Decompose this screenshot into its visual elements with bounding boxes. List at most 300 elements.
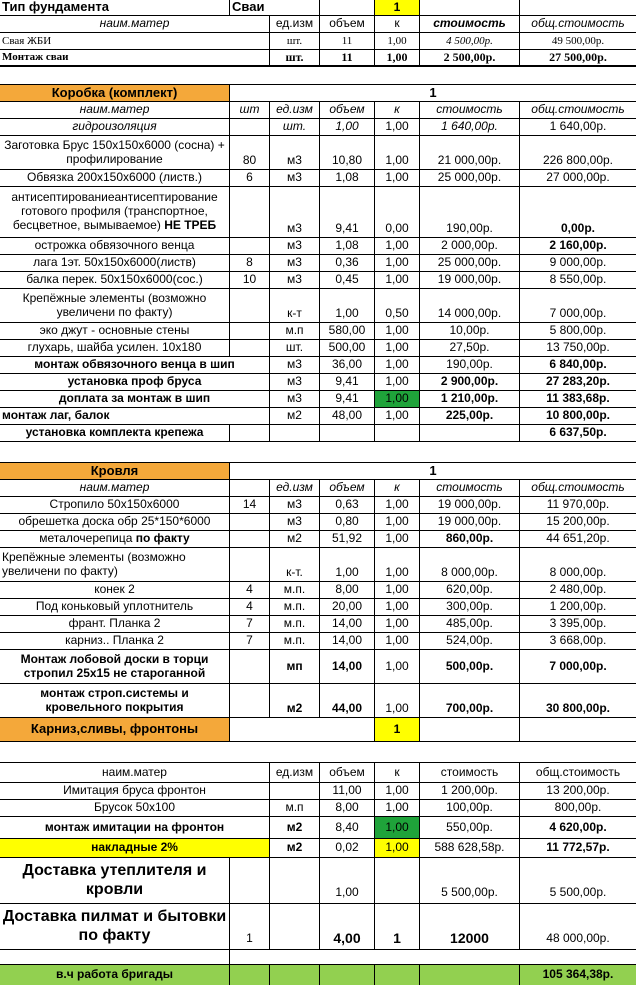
table-cell[interactable]: стоимость — [420, 763, 520, 782]
table-cell[interactable]: м3 — [270, 497, 320, 513]
table-cell[interactable]: 2 160,00р. — [549, 238, 607, 253]
table-cell[interactable]: 9,41 — [320, 391, 375, 407]
table-cell[interactable]: 14,00 — [320, 616, 375, 632]
table-cell[interactable]: 5 500,00р. — [420, 858, 520, 903]
col-k-header[interactable]: к — [375, 16, 420, 32]
table-cell[interactable]: 11,00 — [320, 783, 375, 799]
table-cell[interactable] — [375, 965, 420, 985]
table-cell[interactable] — [230, 858, 270, 903]
table-cell[interactable]: шт — [230, 102, 270, 118]
table-cell[interactable]: 14 — [230, 497, 270, 513]
table-cell[interactable]: 5 800,00р. — [549, 323, 607, 338]
table-cell[interactable]: общ.стоимость — [531, 102, 625, 117]
table-cell[interactable]: 1,00 — [375, 783, 420, 799]
table-cell[interactable]: 588 628,58р. — [420, 839, 520, 857]
table-cell[interactable]: 4 — [230, 582, 270, 598]
table-row — [0, 858, 636, 904]
table-cell[interactable]: 4,00 — [320, 904, 375, 949]
table-cell[interactable] — [230, 480, 270, 496]
table-cell[interactable]: гидроизоляция — [0, 119, 230, 135]
table-cell[interactable]: наим.матер — [0, 763, 270, 782]
table-cell[interactable]: 6 — [230, 170, 270, 186]
table-row — [0, 425, 636, 442]
table-cell[interactable]: монтаж лаг, балок — [0, 408, 270, 424]
roof-header-row — [0, 480, 636, 497]
table-cell[interactable]: 13 200,00р. — [546, 783, 610, 798]
table-cell[interactable]: металочерепица по факту — [0, 531, 230, 547]
table-row — [0, 170, 636, 187]
table-cell[interactable]: 1 200,00р. — [549, 599, 607, 614]
table-cell[interactable] — [230, 650, 270, 683]
table-cell[interactable]: Свая ЖБИ — [0, 33, 270, 49]
table-cell[interactable]: Под коньковый уплотнитель — [0, 599, 230, 615]
box-coef[interactable]: 1 — [429, 85, 437, 100]
table-cell[interactable]: карниз.. Планка 2 — [0, 633, 230, 649]
table-cell[interactable]: 7 000,00р. — [549, 658, 607, 673]
table-cell[interactable]: 700,00р. — [420, 684, 520, 717]
table-cell[interactable]: 11 — [320, 50, 375, 65]
table-cell[interactable]: 4 500,00р. — [420, 33, 520, 49]
table-cell[interactable]: м3 — [270, 136, 320, 169]
summary-label[interactable]: в.ч работа бригады — [0, 965, 230, 985]
table-cell[interactable]: 1 640,00р. — [549, 119, 607, 134]
table-row — [0, 531, 636, 548]
table-cell[interactable]: 1,00 — [375, 238, 420, 254]
table-cell[interactable]: объем — [320, 480, 375, 496]
empty-row — [0, 950, 636, 965]
table-cell[interactable]: балка перек. 50х150х6000(сос.) — [0, 272, 230, 288]
table-cell[interactable]: 225,00р. — [420, 408, 520, 424]
table-cell[interactable] — [230, 187, 270, 237]
table-cell[interactable]: острожка обвязочного венца — [0, 238, 230, 254]
table-cell[interactable]: объем — [320, 102, 375, 118]
table-cell[interactable]: м3 — [270, 357, 320, 373]
box-section-title[interactable]: Коробка (комплект) — [0, 85, 230, 101]
table-row — [0, 391, 636, 408]
table-cell[interactable]: Брусок 50х100 — [0, 800, 270, 816]
table-cell[interactable]: 500,00р. — [420, 650, 520, 683]
table-cell[interactable]: 1 — [375, 904, 420, 949]
table-cell[interactable]: 1 210,00р. — [420, 391, 520, 407]
table-cell[interactable]: к — [375, 480, 420, 496]
table-cell[interactable]: м3 — [270, 391, 320, 407]
table-cell[interactable]: наим.матер — [0, 102, 230, 118]
table-cell[interactable]: 9,41 — [320, 187, 375, 237]
foundation-coef[interactable]: 1 — [375, 0, 420, 15]
table-cell[interactable]: 6 637,50р. — [549, 425, 607, 440]
col-name-header[interactable]: наим.матер — [0, 16, 270, 32]
table-cell[interactable]: Крепёжные элементы (возможно увеличени по факту) — [0, 548, 230, 581]
table-cell[interactable]: 0,02 — [320, 839, 375, 857]
table-cell[interactable]: 44 651,20р. — [546, 531, 610, 546]
foundation-title-row — [0, 0, 636, 16]
roof-section-title[interactable]: Кровля — [0, 463, 230, 479]
table-cell[interactable]: 0,00 — [375, 187, 420, 237]
table-cell[interactable]: 30 800,00р. — [545, 701, 611, 716]
table-cell[interactable] — [320, 965, 375, 985]
table-cell[interactable]: 1,00 — [375, 633, 420, 649]
table-cell[interactable]: 0,36 — [320, 255, 375, 271]
table-cell[interactable]: 8,40 — [320, 817, 375, 838]
table-row — [0, 497, 636, 514]
table-cell[interactable]: 15 200,00р. — [546, 514, 610, 529]
table-cell[interactable]: доплата за монтаж в шип — [0, 391, 270, 407]
table-cell[interactable]: 5 500,00р. — [549, 885, 607, 900]
table-cell[interactable]: 19 000,00р. — [420, 514, 520, 530]
table-cell[interactable]: 4 620,00р. — [549, 819, 607, 834]
table-row — [0, 255, 636, 272]
table-cell[interactable]: 8 000,00р. — [549, 565, 607, 580]
table-cell[interactable]: обрешетка доска обр 25*150*6000 — [0, 514, 230, 530]
table-cell[interactable]: 19 000,00р. — [420, 497, 520, 513]
table-cell[interactable]: установка комплекта крепежа — [0, 425, 230, 441]
table-cell[interactable]: к-т — [270, 289, 320, 322]
table-cell[interactable]: 550,00р. — [420, 817, 520, 838]
table-cell[interactable]: 10 — [230, 272, 270, 288]
table-row — [0, 904, 636, 950]
table-cell[interactable]: 8,00 — [320, 582, 375, 598]
col-vol-header[interactable]: объем — [320, 16, 375, 32]
table-cell[interactable]: 1,00 — [375, 170, 420, 186]
table-cell[interactable]: м.п — [270, 800, 320, 816]
table-cell[interactable]: Обвязка 200х150х6000 (листв.) — [0, 170, 230, 186]
table-cell[interactable] — [230, 323, 270, 339]
table-cell[interactable]: 6 840,00р. — [549, 357, 607, 372]
table-cell[interactable] — [420, 0, 520, 15]
table-cell[interactable]: шт. — [270, 33, 320, 49]
table-row — [0, 514, 636, 531]
table-cell[interactable]: 1,00 — [375, 408, 420, 424]
table-cell[interactable]: м3 — [270, 514, 320, 530]
table-cell[interactable]: 1,00 — [320, 119, 375, 135]
table-cell[interactable]: 1,00 — [375, 599, 420, 615]
table-cell[interactable]: 1,00 — [375, 272, 420, 288]
table-cell[interactable]: 25 000,00р. — [420, 255, 520, 271]
table-cell[interactable]: м2 — [270, 531, 320, 547]
table-cell — [0, 742, 636, 762]
table-cell[interactable]: Заготовка Брус 150х150х6000 (сосна) + профилирование — [0, 136, 230, 169]
table-cell[interactable]: франт. Планка 2 — [0, 616, 230, 632]
table-cell[interactable] — [230, 684, 270, 717]
table-cell[interactable]: 1,00 — [375, 800, 420, 816]
table-cell[interactable]: 1,00 — [375, 119, 420, 135]
table-cell[interactable] — [420, 718, 520, 741]
table-cell[interactable]: общ.стоимость — [531, 480, 625, 495]
table-cell[interactable]: Монтаж сваи — [0, 50, 270, 65]
table-cell[interactable] — [230, 950, 636, 964]
summary-total[interactable]: 105 364,38р. — [520, 965, 636, 985]
table-cell[interactable] — [520, 718, 636, 741]
table-cell[interactable]: 1 200,00р. — [420, 783, 520, 799]
table-cell[interactable]: 0,80 — [320, 514, 375, 530]
table-cell[interactable]: шт. — [270, 50, 320, 65]
table-cell[interactable]: 3 668,00р. — [549, 633, 607, 648]
table-cell[interactable]: 21 000,00р. — [420, 136, 520, 169]
table-row — [0, 817, 636, 839]
table-cell[interactable] — [375, 425, 420, 441]
table-cell[interactable]: 13 750,00р. — [546, 340, 610, 355]
table-cell[interactable]: м.п. — [270, 616, 320, 632]
table-cell[interactable] — [230, 289, 270, 322]
table-cell[interactable]: монтаж обвязочного венца в шип — [0, 357, 270, 373]
table-cell[interactable]: 27 500,00р. — [549, 50, 607, 64]
table-cell[interactable]: 9 000,00р. — [549, 255, 607, 270]
table-cell[interactable] — [230, 425, 270, 441]
foundation-title[interactable]: Тип фундамента — [0, 0, 230, 15]
box-title-row — [0, 84, 636, 102]
table-cell[interactable]: 1,00 — [375, 33, 420, 49]
delivery-materials-label[interactable]: Доставка пилмат и бытовки по факту — [0, 904, 230, 949]
table-cell[interactable]: 1,00 — [375, 136, 420, 169]
table-cell[interactable] — [230, 548, 270, 581]
table-cell[interactable]: 7 — [230, 616, 270, 632]
table-cell[interactable]: антисептированиеантисептирование готового профиля (транспортное, бесцветное, вымываемое) НЕ ТРЕБ — [0, 187, 230, 237]
table-cell[interactable] — [230, 718, 375, 741]
table-cell[interactable]: Стропило 50х150х6000 — [0, 497, 230, 513]
table-cell[interactable]: 1,00 — [375, 582, 420, 598]
table-cell[interactable]: 580,00 — [320, 323, 375, 339]
table-cell[interactable]: 8 000,00р. — [420, 548, 520, 581]
table-cell[interactable]: м2 — [270, 839, 320, 857]
table-cell[interactable]: 1,00 — [375, 497, 420, 513]
table-cell[interactable]: м.п. — [270, 599, 320, 615]
table-cell[interactable]: 10 800,00р. — [545, 408, 611, 423]
table-row — [0, 616, 636, 633]
table-cell[interactable]: эко джут - основные стены — [0, 323, 230, 339]
table-row — [0, 323, 636, 340]
eaves-section-title[interactable]: Карниз,сливы, фронтоны — [0, 718, 230, 741]
table-cell[interactable]: 500,00 — [320, 340, 375, 356]
table-cell[interactable]: стоимость — [420, 102, 520, 118]
table-cell[interactable]: 1,00 — [375, 684, 420, 717]
table-cell[interactable]: 7 000,00р. — [549, 306, 607, 321]
table-cell[interactable]: 8 — [230, 255, 270, 271]
table-cell[interactable] — [230, 238, 270, 254]
table-cell[interactable]: 190,00р. — [420, 187, 520, 237]
table-row — [0, 289, 636, 323]
roof-title-row — [0, 462, 636, 480]
box-header-row — [0, 102, 636, 119]
table-row — [0, 357, 636, 374]
table-cell[interactable]: 36,00 — [320, 357, 375, 373]
table-cell[interactable]: м.п. — [270, 633, 320, 649]
table-cell[interactable]: 19 000,00р. — [420, 272, 520, 288]
table-cell[interactable]: м3 — [270, 272, 320, 288]
table-cell[interactable]: м2 — [270, 684, 320, 717]
table-cell[interactable]: м3 — [270, 238, 320, 254]
roof-coef[interactable]: 1 — [429, 463, 437, 478]
eaves-spacer-row — [0, 742, 636, 763]
table-cell[interactable] — [270, 425, 320, 441]
table-cell[interactable]: стоимость — [420, 480, 520, 496]
table-cell[interactable]: 860,00р. — [420, 531, 520, 547]
table-cell[interactable]: 2 000,00р. — [420, 238, 520, 254]
table-cell[interactable]: 1,00 — [320, 289, 375, 322]
table-cell[interactable]: ед.изм — [270, 480, 320, 496]
table-cell[interactable]: шт. — [270, 340, 320, 356]
table-cell[interactable] — [420, 965, 520, 985]
table-cell[interactable]: 1,00 — [375, 548, 420, 581]
table-cell[interactable]: наим.матер — [0, 480, 230, 496]
table-cell[interactable]: 4 — [230, 599, 270, 615]
overhead-label[interactable]: накладные 2% — [0, 839, 270, 857]
table-cell[interactable]: 0,50 — [375, 289, 420, 322]
table-cell[interactable] — [520, 0, 636, 15]
table-cell[interactable]: 100,00р. — [420, 800, 520, 816]
table-cell[interactable]: 7 — [230, 633, 270, 649]
table-row — [0, 582, 636, 599]
table-cell[interactable]: к — [375, 102, 420, 118]
table-cell[interactable]: монтаж имитации на фронтон — [0, 817, 270, 838]
table-cell[interactable]: мп — [270, 650, 320, 683]
table-cell[interactable]: 44,00 — [320, 684, 375, 717]
table-cell[interactable]: 12000 — [420, 904, 520, 949]
table-cell[interactable]: 14,00 — [320, 650, 375, 683]
table-cell[interactable]: общ.стоимость — [535, 764, 621, 779]
table-cell[interactable] — [230, 965, 270, 985]
table-cell[interactable]: 1,00 — [375, 616, 420, 632]
table-cell[interactable]: 2 500,00р. — [420, 50, 520, 65]
table-cell[interactable] — [270, 965, 320, 985]
table-cell[interactable]: 1,00 — [375, 531, 420, 547]
table-cell[interactable]: установка проф бруса — [0, 374, 270, 390]
table-cell[interactable] — [270, 904, 320, 949]
table-cell[interactable]: объем — [320, 763, 375, 782]
table-cell[interactable]: 0,45 — [320, 272, 375, 288]
table-cell[interactable]: 3 395,00р. — [549, 616, 607, 631]
table-cell[interactable]: к-т. — [270, 548, 320, 581]
table-cell[interactable]: 1,00 — [375, 514, 420, 530]
table-cell[interactable]: 14,00 — [320, 633, 375, 649]
table-cell[interactable] — [230, 119, 270, 135]
table-row — [0, 33, 636, 50]
table-cell[interactable]: 1,00 — [320, 858, 375, 903]
table-cell[interactable]: м3 — [270, 255, 320, 271]
delivery-insulation-label[interactable]: Доставка утеплителя и кровли — [0, 858, 230, 903]
table-cell[interactable]: 0,63 — [320, 497, 375, 513]
table-cell[interactable]: 8,00 — [320, 800, 375, 816]
table-cell[interactable] — [230, 340, 270, 356]
table-cell[interactable] — [0, 950, 230, 964]
highlighted-coef-cell[interactable]: 1,00 — [375, 391, 420, 407]
table-cell[interactable]: м3 — [270, 170, 320, 186]
table-cell[interactable]: Монтаж лобовой доски в торци стропил 25х15 не староганной — [0, 650, 230, 683]
table-cell[interactable]: конек 2 — [0, 582, 230, 598]
table-cell[interactable]: 1 640,00р. — [420, 119, 520, 135]
table-cell[interactable]: 11 383,68р. — [546, 391, 610, 406]
table-cell[interactable]: 27,50р. — [420, 340, 520, 356]
table-cell[interactable]: м2 — [270, 408, 320, 424]
table-cell[interactable]: 1,08 — [320, 170, 375, 186]
table-cell[interactable]: 27 000,00р. — [546, 170, 610, 185]
table-cell[interactable]: 1,08 — [320, 238, 375, 254]
table-cell[interactable]: 620,00р. — [420, 582, 520, 598]
table-cell[interactable]: 1,00 — [375, 357, 420, 373]
table-cell[interactable]: 51,92 — [320, 531, 375, 547]
table-cell[interactable]: 11 970,00р. — [546, 497, 610, 512]
table-cell[interactable]: 300,00р. — [420, 599, 520, 615]
table-cell[interactable]: 485,00р. — [420, 616, 520, 632]
foundation-type[interactable]: Сваи — [230, 0, 320, 15]
table-row — [0, 684, 636, 718]
table-cell[interactable] — [230, 531, 270, 547]
table-cell[interactable]: м2 — [270, 817, 320, 838]
table-row — [0, 548, 636, 582]
eaves-coef[interactable]: 1 — [375, 718, 420, 741]
table-cell[interactable]: 8 550,00р. — [549, 272, 607, 287]
table-cell[interactable]: 11 — [320, 33, 375, 49]
table-cell[interactable]: 11 772,57р. — [546, 840, 610, 855]
table-cell[interactable]: Крепёжные элементы (возможно увеличени по факту) — [0, 289, 230, 322]
table-cell[interactable]: 10,00р. — [420, 323, 520, 339]
table-cell[interactable]: 1,00 — [375, 340, 420, 356]
table-cell[interactable]: монтаж строп.системы и кровельного покрытия — [0, 684, 230, 717]
table-cell[interactable]: 1,00 — [375, 374, 420, 390]
table-cell[interactable] — [270, 858, 320, 903]
table-cell[interactable]: 1,00 — [375, 839, 420, 857]
table-cell[interactable]: 80 — [230, 136, 270, 169]
table-cell[interactable]: 25 000,00р. — [420, 170, 520, 186]
table-cell[interactable]: м3 — [270, 187, 320, 237]
table-cell[interactable]: 1,00 — [375, 50, 420, 65]
table-cell[interactable]: 1 — [230, 904, 270, 949]
table-cell[interactable]: 1,00 — [375, 323, 420, 339]
table-cell[interactable]: ед.изм — [270, 763, 320, 782]
table-cell[interactable] — [320, 425, 375, 441]
table-cell[interactable]: глухарь, шайба усилен. 10х180 — [0, 340, 230, 356]
table-cell[interactable] — [375, 858, 420, 903]
table-cell[interactable]: 2 480,00р. — [549, 582, 607, 597]
table-cell[interactable] — [420, 425, 520, 441]
table-cell[interactable]: 800,00р. — [554, 800, 602, 815]
table-cell[interactable]: 2 900,00р. — [420, 374, 520, 390]
table-cell[interactable]: м3 — [270, 374, 320, 390]
table-cell[interactable]: 48 000,00р. — [546, 931, 610, 946]
table-cell[interactable]: 27 283,20р. — [545, 374, 611, 389]
table-cell[interactable]: 226 800,00р. — [542, 153, 614, 168]
highlighted-coef-cell[interactable]: 1,00 — [375, 817, 420, 838]
col-cost-header[interactable]: стоимость — [420, 16, 520, 32]
table-cell[interactable]: ед.изм — [270, 102, 320, 118]
table-cell[interactable]: 20,00 — [320, 599, 375, 615]
table-cell[interactable]: 190,00р. — [420, 357, 520, 373]
table-cell[interactable]: 49 500,00р. — [551, 34, 605, 47]
table-cell[interactable]: Имитация бруса фронтон — [0, 783, 270, 799]
table-cell[interactable] — [320, 0, 375, 15]
table-cell[interactable] — [270, 783, 320, 799]
table-cell[interactable]: 1,00 — [320, 548, 375, 581]
table-cell[interactable]: к — [375, 763, 420, 782]
foundation-header-row — [0, 16, 636, 33]
table-cell[interactable]: 9,41 — [320, 374, 375, 390]
col-total-header[interactable]: общ.стоимость — [531, 16, 625, 31]
table-cell[interactable]: 48,00 — [320, 408, 375, 424]
table-cell[interactable]: 10,80 — [320, 136, 375, 169]
table-cell[interactable]: шт. — [270, 119, 320, 135]
table-cell[interactable]: м.п — [270, 323, 320, 339]
table-cell[interactable]: 14 000,00р. — [420, 289, 520, 322]
table-cell[interactable]: 1,00 — [375, 650, 420, 683]
table-row — [0, 633, 636, 650]
table-cell[interactable]: м.п. — [270, 582, 320, 598]
table-row — [0, 119, 636, 136]
table-cell[interactable] — [230, 514, 270, 530]
col-unit-header[interactable]: ед.изм — [270, 16, 320, 32]
table-cell[interactable]: лага 1эт. 50х150х6000(листв) — [0, 255, 230, 271]
table-cell[interactable]: 1,00 — [375, 255, 420, 271]
table-cell[interactable]: 524,00р. — [420, 633, 520, 649]
table-cell[interactable]: 0,00р. — [560, 221, 596, 236]
